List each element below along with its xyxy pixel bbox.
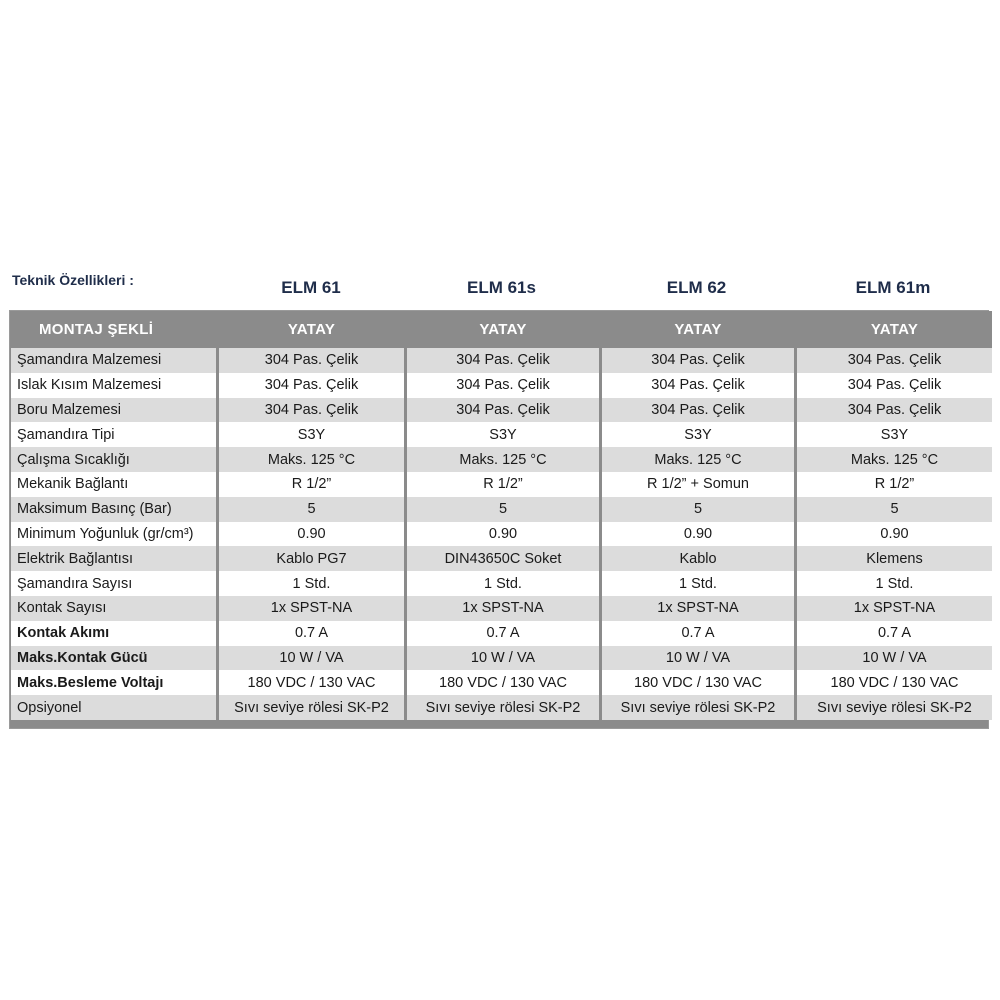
- table-cell: 304 Pas. Çelik: [602, 398, 794, 423]
- table-cell: 304 Pas. Çelik: [797, 373, 992, 398]
- table-cell: 304 Pas. Çelik: [602, 348, 794, 373]
- row-label: Şamandıra Sayısı: [11, 571, 216, 596]
- table-cell: 10 W / VA: [797, 646, 992, 671]
- header-label: MONTAJ ŞEKLİ: [11, 311, 216, 348]
- table-cell: 10 W / VA: [407, 646, 599, 671]
- table-cell: 304 Pas. Çelik: [219, 373, 404, 398]
- table-cell: 0.7 A: [219, 621, 404, 646]
- model-heading: ELM 61: [281, 278, 341, 297]
- table-cell: R 1/2”: [407, 472, 599, 497]
- section-title: Teknik Özellikleri :: [12, 272, 134, 288]
- table-cell: 304 Pas. Çelik: [219, 398, 404, 423]
- table-cell: 5: [797, 497, 992, 522]
- row-label: Elektrik Bağlantısı: [11, 546, 216, 571]
- table-cell: Maks. 125 °C: [407, 447, 599, 472]
- table-cell: Kablo: [602, 546, 794, 571]
- table-cell: Sıvı seviye rölesi SK-P2: [797, 695, 992, 720]
- table-cell: 0.7 A: [797, 621, 992, 646]
- table-cell: 304 Pas. Çelik: [602, 373, 794, 398]
- row-label: Mekanik Bağlantı: [11, 472, 216, 497]
- table-cell: Maks. 125 °C: [797, 447, 992, 472]
- table-cell: DIN43650C Soket: [407, 546, 599, 571]
- table-cell: 0.90: [797, 522, 992, 547]
- table-cell: Maks. 125 °C: [602, 447, 794, 472]
- table-cell: R 1/2”: [797, 472, 992, 497]
- table-cell: 1x SPST-NA: [407, 596, 599, 621]
- table-cell: 180 VDC / 130 VAC: [219, 670, 404, 695]
- header-cell: YATAY: [219, 311, 404, 348]
- table-cell: 180 VDC / 130 VAC: [602, 670, 794, 695]
- table-cell: Sıvı seviye rölesi SK-P2: [602, 695, 794, 720]
- table-cell: 0.7 A: [602, 621, 794, 646]
- table-cell: Sıvı seviye rölesi SK-P2: [407, 695, 599, 720]
- table-cell: 0.7 A: [407, 621, 599, 646]
- table-cell: 304 Pas. Çelik: [407, 398, 599, 423]
- model-heading: ELM 61s: [467, 278, 536, 297]
- table-cell: 0.90: [602, 522, 794, 547]
- model-headings: [218, 278, 992, 298]
- model-heading: ELM 61m: [855, 278, 931, 297]
- table-cell: R 1/2” + Somun: [602, 472, 794, 497]
- table-cell: 180 VDC / 130 VAC: [797, 670, 992, 695]
- model-heading: ELM 62: [666, 278, 727, 297]
- row-label: Şamandıra Malzemesi: [11, 348, 216, 373]
- table-cell: 10 W / VA: [602, 646, 794, 671]
- table-cell: Sıvı seviye rölesi SK-P2: [219, 695, 404, 720]
- row-label: Opsiyonel: [11, 695, 216, 720]
- table-cell: 5: [407, 497, 599, 522]
- table-cell: S3Y: [407, 422, 599, 447]
- row-label: Şamandıra Tipi: [11, 422, 216, 447]
- row-label: Maks.Kontak Gücü: [11, 646, 216, 671]
- row-label: Boru Malzemesi: [11, 398, 216, 423]
- table-cell: 0.90: [407, 522, 599, 547]
- table-cell: 304 Pas. Çelik: [407, 373, 599, 398]
- table-cell: 1 Std.: [407, 571, 599, 596]
- table-cell: 0.90: [219, 522, 404, 547]
- header-cell: YATAY: [407, 311, 599, 348]
- table-cell: S3Y: [602, 422, 794, 447]
- header-cell: YATAY: [602, 311, 794, 348]
- table-cell: 304 Pas. Çelik: [219, 348, 404, 373]
- row-label: Kontak Sayısı: [11, 596, 216, 621]
- table-cell: Klemens: [797, 546, 992, 571]
- table-cell: R 1/2”: [219, 472, 404, 497]
- row-label: Maksimum Basınç (Bar): [11, 497, 216, 522]
- header-cell: YATAY: [797, 311, 992, 348]
- table-cell: 1 Std.: [602, 571, 794, 596]
- table-cell: 1x SPST-NA: [219, 596, 404, 621]
- table-cell: S3Y: [219, 422, 404, 447]
- row-label: Islak Kısım Malzemesi: [11, 373, 216, 398]
- row-label: Minimum Yoğunluk (gr/cm³): [11, 522, 216, 547]
- row-label: Maks.Besleme Voltajı: [11, 670, 216, 695]
- table-cell: 5: [219, 497, 404, 522]
- table-cell: 1x SPST-NA: [797, 596, 992, 621]
- table-cell: 304 Pas. Çelik: [407, 348, 599, 373]
- table-cell: 5: [602, 497, 794, 522]
- table-cell: 1 Std.: [797, 571, 992, 596]
- spec-table: [9, 310, 989, 729]
- table-cell: 1x SPST-NA: [602, 596, 794, 621]
- table-cell: 1 Std.: [219, 571, 404, 596]
- row-label: Kontak Akımı: [11, 621, 216, 646]
- table-cell: S3Y: [797, 422, 992, 447]
- row-label: Çalışma Sıcaklığı: [11, 447, 216, 472]
- table-cell: 304 Pas. Çelik: [797, 398, 992, 423]
- table-cell: Kablo PG7: [219, 546, 404, 571]
- table-cell: 10 W / VA: [219, 646, 404, 671]
- table-cell: 180 VDC / 130 VAC: [407, 670, 599, 695]
- table-cell: Maks. 125 °C: [219, 447, 404, 472]
- table-cell: 304 Pas. Çelik: [797, 348, 992, 373]
